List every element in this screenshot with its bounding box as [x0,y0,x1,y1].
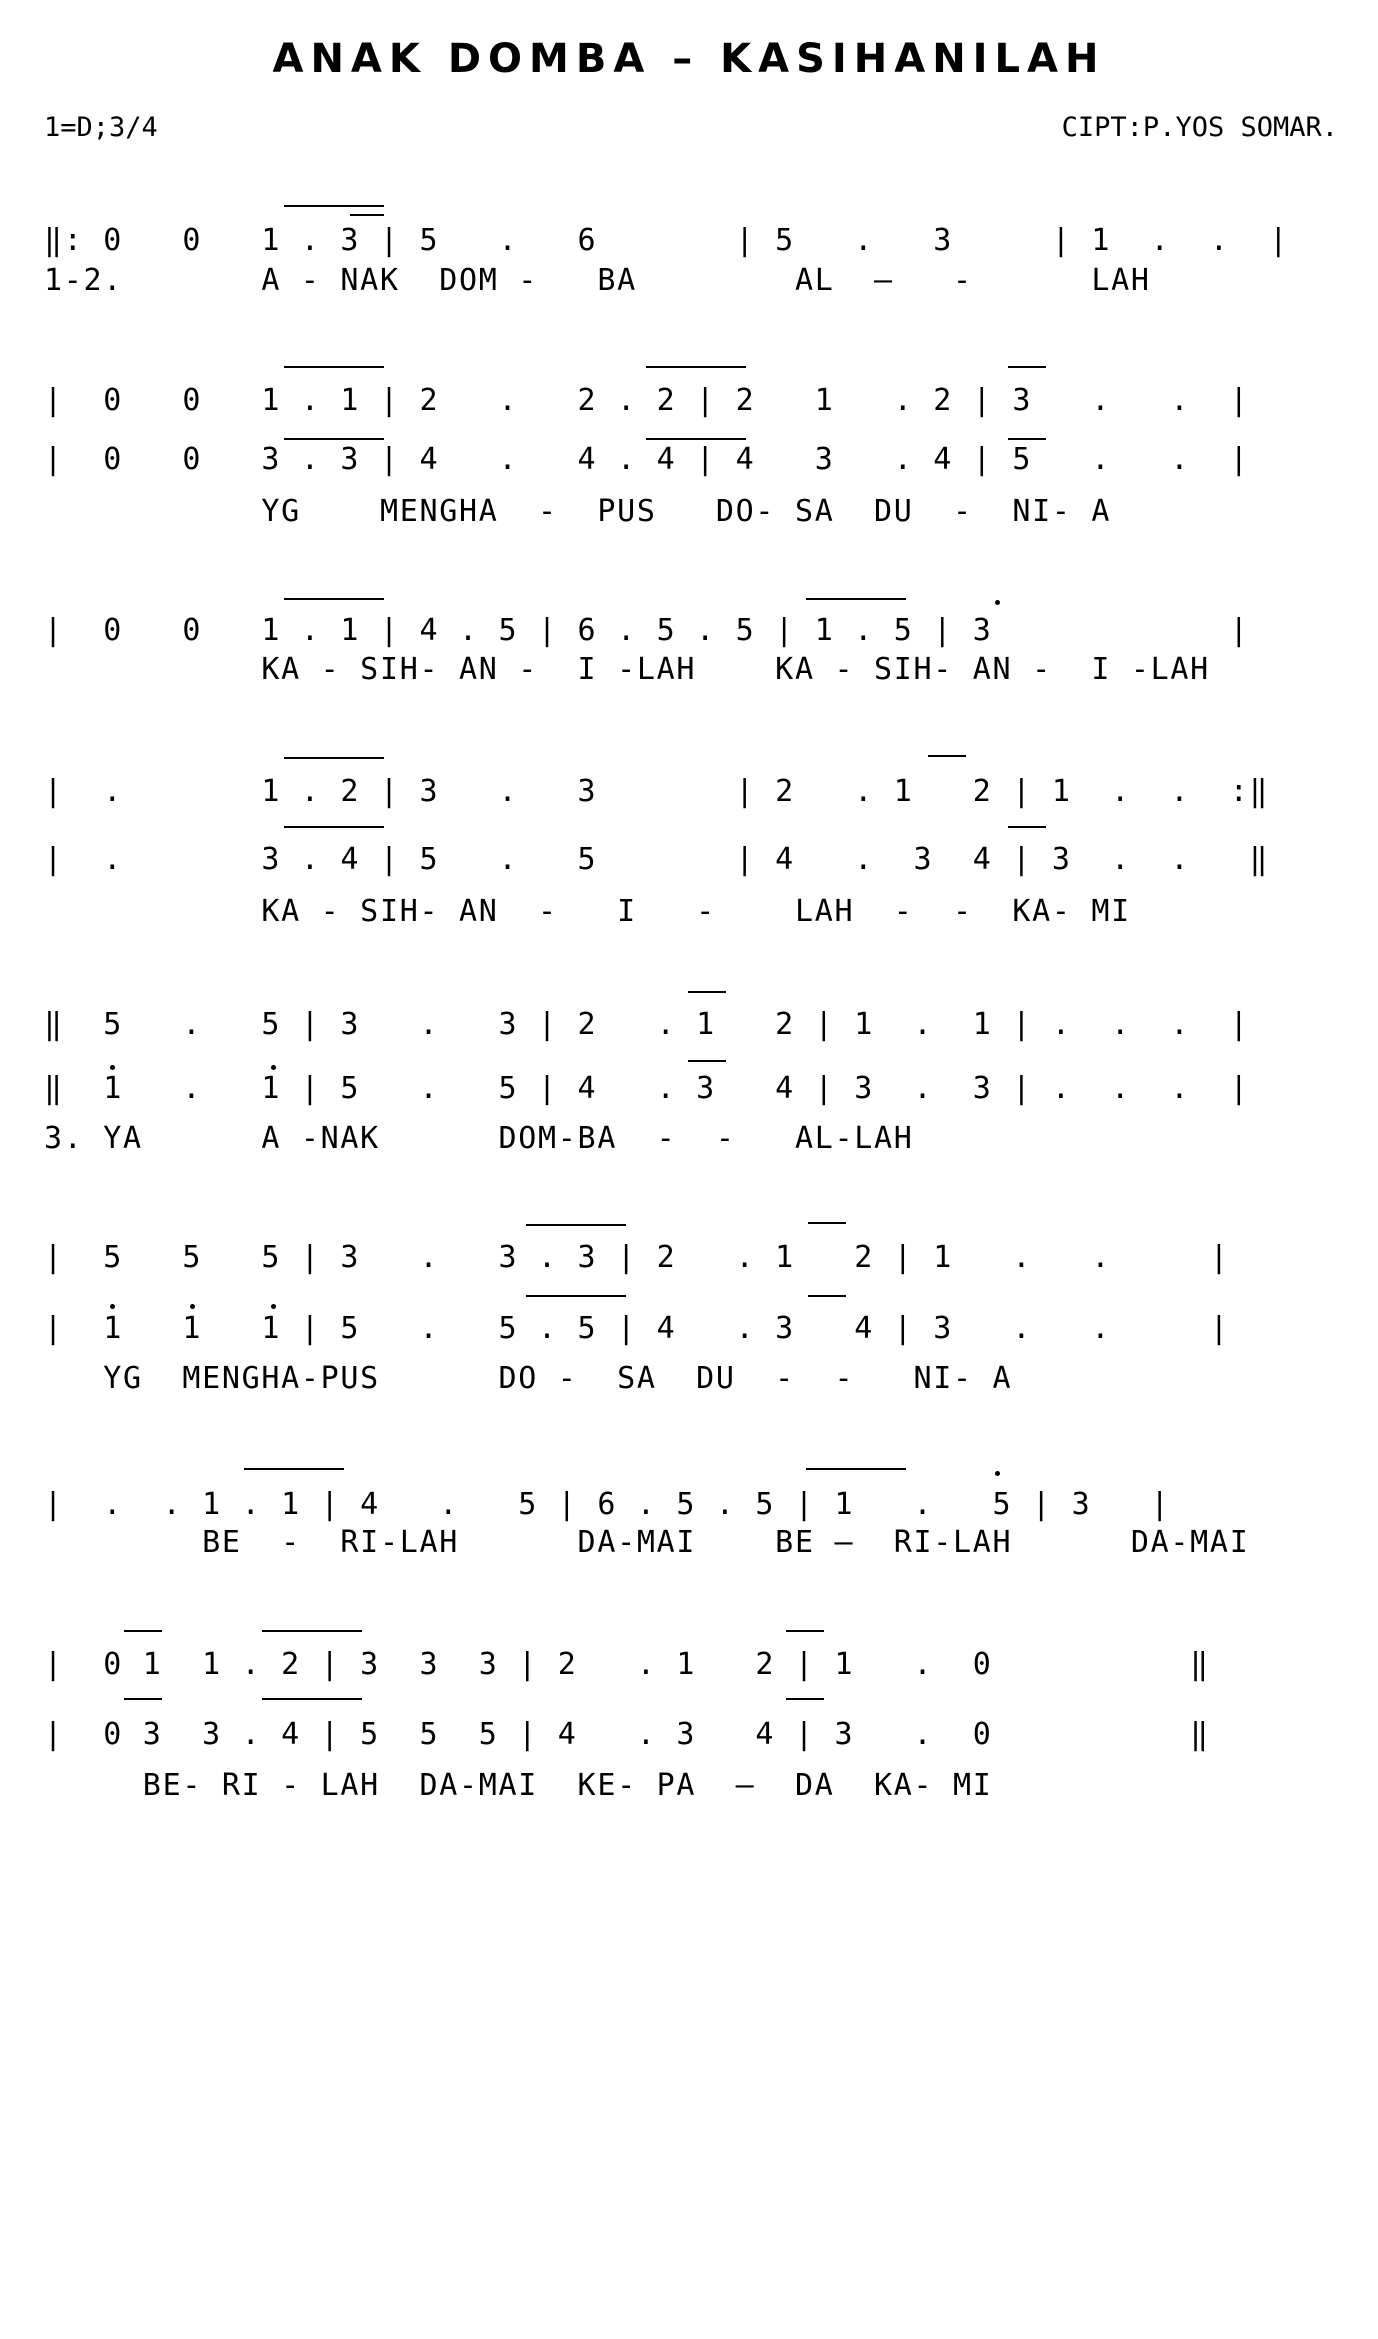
lyric-line: 3. YA A -NAK DOM-BA - - AL-LAH [44,1121,914,1156]
beam-mark [786,1630,824,1632]
beam-mark [1008,366,1046,368]
octave-dot [271,1304,276,1309]
notation-line: ‖ 5 . 5 | 3 . 3 | 2 . 1 2 | 1 . 1 | . . . | [44,1007,1250,1042]
lyric-line: KA - SIH- AN - I -LAH KA - SIH- AN - I -LAH [44,652,1210,687]
beam-mark [808,1295,846,1297]
notation-line: | 1 1 1 | 5 . 5 . 5 | 4 . 3 4 | 3 . . | [44,1311,1230,1346]
octave-dot [995,600,1000,605]
beam-mark [124,1698,162,1700]
key-signature: 1=D;3/4 [44,112,158,143]
lyric-line: BE- RI - LAH DA-MAI KE- PA — DA KA- MI [44,1768,993,1803]
notation-line: | . . 1 . 1 | 4 . 5 | 6 . 5 . 5 | 1 . 5 | 3 | [44,1487,1171,1522]
notation-line: | 0 0 1 . 1 | 2 . 2 . 2 | 2 1 . 2 | 3 . . | [44,383,1250,418]
notation-line: | . 3 . 4 | 5 . 5 | 4 . 3 4 | 3 . . ‖ [44,842,1270,877]
beam-mark [786,1698,824,1700]
beam-mark [284,438,384,440]
octave-dot [271,1065,276,1070]
beam-mark [526,1224,626,1226]
beam-mark [806,1468,906,1470]
octave-dot [190,1304,195,1309]
beam-mark [262,1698,362,1700]
notation-line: | . 1 . 2 | 3 . 3 | 2 . 1 2 | 1 . . :‖ [44,774,1270,809]
notation-line: | 0 1 1 . 2 | 3 3 3 | 2 . 1 2 | 1 . 0 ‖ [44,1647,1210,1682]
lyric-line: KA - SIH- AN - I - LAH - - KA- MI [44,894,1131,929]
beam-mark [646,366,746,368]
notation-line: | 0 0 1 . 1 | 4 . 5 | 6 . 5 . 5 | 1 . 5 | 3 | [44,613,1250,648]
beam-mark [284,598,384,600]
beam-mark [284,826,384,828]
beam-mark [244,1468,344,1470]
octave-dot [995,1471,1000,1476]
notation-line: | 0 3 3 . 4 | 5 5 5 | 4 . 3 4 | 3 . 0 ‖ [44,1717,1210,1752]
octave-dot [110,1304,115,1309]
lyric-line: YG MENGHA - PUS DO- SA DU - NI- A [44,494,1112,529]
beam-mark [124,1630,162,1632]
beam-mark [928,755,966,757]
notation-line: ‖ 1 . 1 | 5 . 5 | 4 . 3 4 | 3 . 3 | . . . | [44,1071,1250,1106]
beam-mark [350,214,384,216]
lyric-line: BE - RI-LAH DA-MAI BE — RI-LAH DA-MAI [44,1525,1250,1560]
notation-line: | 5 5 5 | 3 . 3 . 3 | 2 . 1 2 | 1 . . | [44,1240,1230,1275]
notation-line: | 0 0 3 . 3 | 4 . 4 . 4 | 4 3 . 4 | 5 . . | [44,442,1250,477]
lyric-line: 1-2. A - NAK DOM - BA AL — - LAH [44,263,1151,298]
beam-mark [808,1222,846,1224]
composer-credit: CIPT:P.YOS SOMAR. [1061,112,1338,143]
beam-mark [284,757,384,759]
beam-mark [1008,826,1046,828]
notation-line: ‖: 0 0 1 . 3 | 5 . 6 | 5 . 3 | 1 . . | [44,223,1289,258]
beam-mark [526,1295,626,1297]
beam-mark [646,438,746,440]
beam-mark [284,205,384,207]
beam-mark [284,366,384,368]
song-title: ANAK DOMBA – KASIHANILAH [272,36,1106,82]
lyric-line: YG MENGHA-PUS DO - SA DU - - NI- A [44,1361,1013,1396]
octave-dot [110,1065,115,1070]
beam-mark [688,1060,726,1062]
beam-mark [688,991,726,993]
beam-mark [262,1630,362,1632]
beam-mark [1008,438,1046,440]
beam-mark [806,598,906,600]
